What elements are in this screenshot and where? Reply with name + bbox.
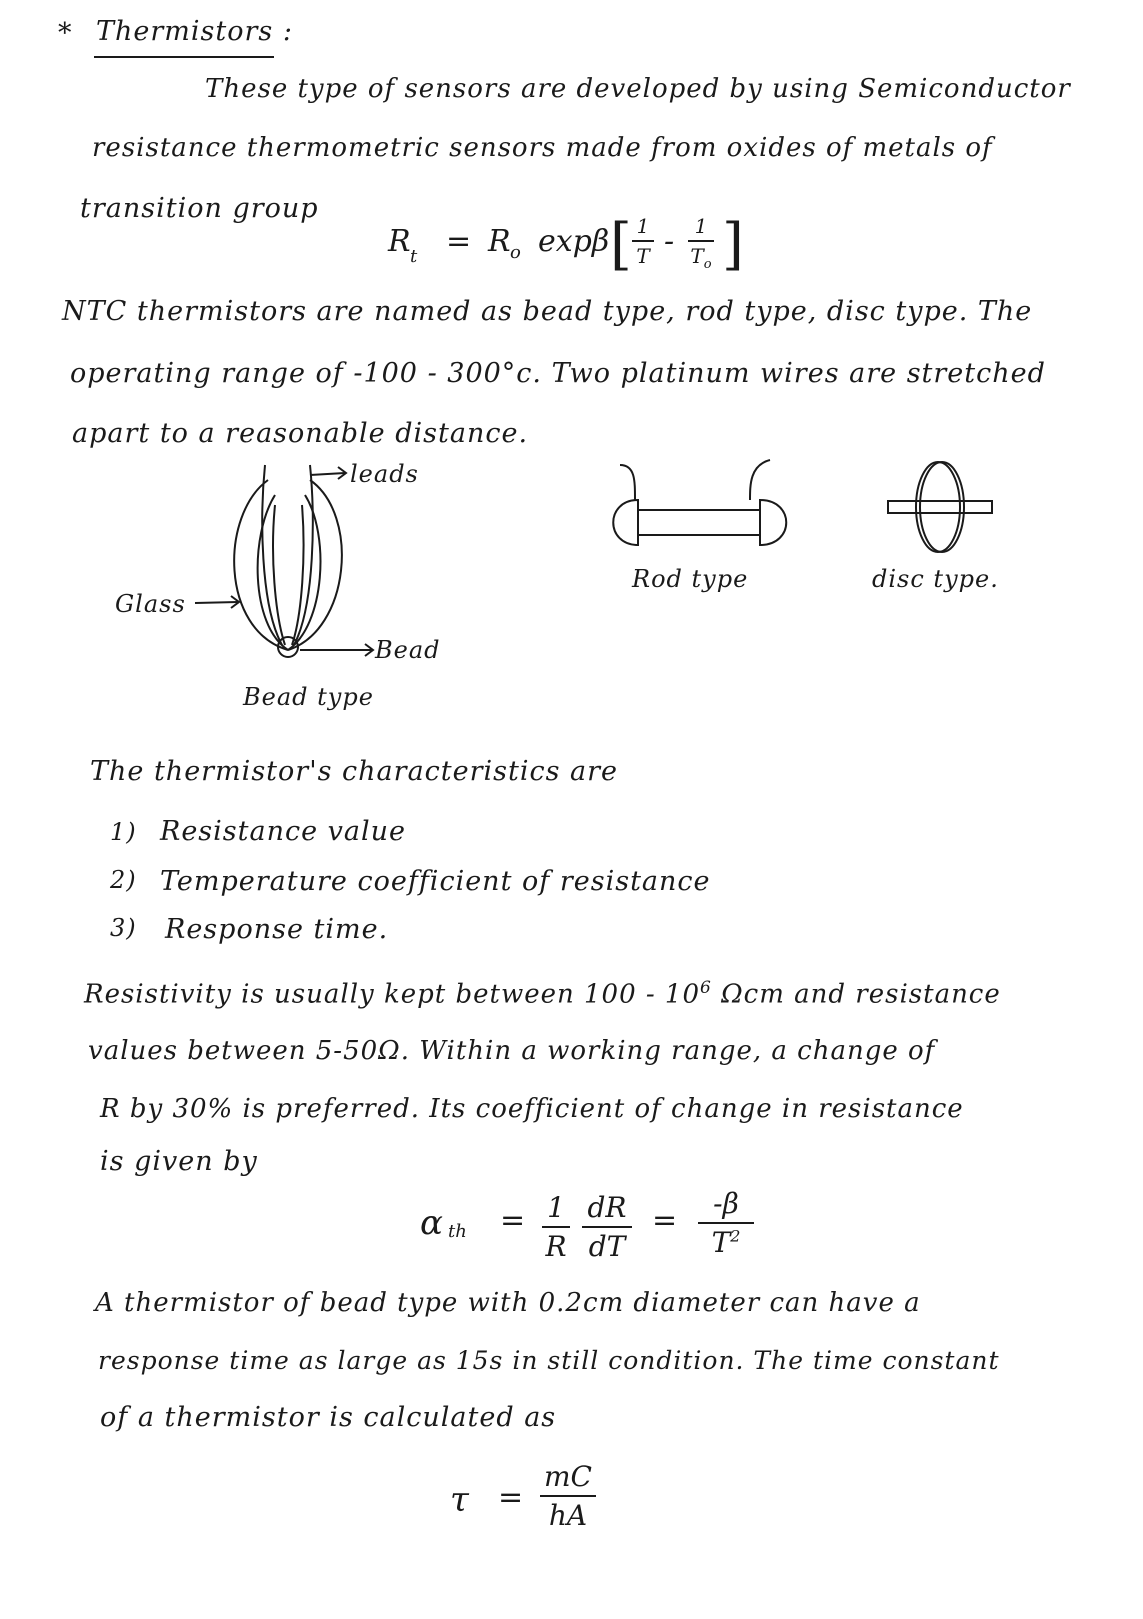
eq1-frac-1-den: T <box>636 244 650 268</box>
disc-diagram <box>880 455 1000 565</box>
label-bead-type: Bead type <box>243 683 374 711</box>
eq3-frac <box>540 1460 596 1532</box>
eq2-frac-drdt-den: dT <box>588 1230 626 1263</box>
bead-glass-outer <box>234 480 342 650</box>
page-title: Thermistors : <box>96 16 293 47</box>
eq2-alpha: α <box>420 1203 443 1243</box>
rod-lead-right <box>750 460 770 500</box>
eq3-frac-num: mC <box>544 1460 592 1493</box>
eq2-equals-1: = <box>500 1203 526 1238</box>
eq1-exp: expβ <box>538 224 610 259</box>
intro-line-3: transition group <box>80 193 319 224</box>
eq2-frac-beta-den: $T^2$ <box>711 1226 741 1259</box>
eq1-lhs: R <box>388 224 411 259</box>
resistivity-line-4: is given by <box>100 1146 258 1177</box>
eq2-alpha-sub: th <box>448 1221 467 1242</box>
eq1-r0: R <box>488 224 511 259</box>
list-num-3: 3) <box>110 914 137 942</box>
equation-time-constant <box>450 1460 610 1540</box>
label-rod-type: Rod type <box>632 565 749 593</box>
intro-line-2: resistance thermometric sensors made from oxides of metals of <box>92 133 993 163</box>
eq2-frac-inv-r-num: 1 <box>547 1191 565 1224</box>
eq1-bracket-left: [ <box>610 212 632 277</box>
eq1-equals: = <box>446 224 472 259</box>
resistivity-line-2: values between 5-50Ω. Within a working range, a change of <box>88 1036 936 1066</box>
eq2-frac-beta-num: -β <box>713 1187 739 1220</box>
characteristics-intro: The thermistor's characteristics are <box>90 756 619 787</box>
rod-diagram <box>600 455 800 565</box>
eq1-frac-2 <box>688 214 714 272</box>
equation-alpha <box>420 1185 780 1265</box>
eq1-r0-sub: o <box>510 242 521 263</box>
response-line-1: A thermistor of bead type with 0.2cm diameter can have a <box>95 1288 921 1318</box>
eq3-tau: τ <box>450 1480 469 1520</box>
rod-end-left <box>613 500 638 545</box>
label-glass: Glass <box>115 590 186 618</box>
response-line-3: of a thermistor is calculated as <box>100 1402 557 1433</box>
eq1-minus: - <box>664 224 675 259</box>
ntc-line-1: NTC thermistors are named as bead type, rod type, disc type. The <box>62 296 1033 327</box>
resistivity-line-3: R by 30% is preferred. Its coefficient of change in resistance <box>100 1094 964 1124</box>
resistivity-line-1: Resistivity is usually kept between $100 - 10^6$ Ωcm and resistance <box>84 978 1001 1010</box>
eq1-frac-2-num: 1 <box>694 214 708 238</box>
ntc-line-2: operating range of -100 - 300°c. Two platinum wires are stretched <box>70 358 1046 389</box>
rod-end-right <box>760 500 786 545</box>
eq2-frac-inv-r <box>542 1191 570 1263</box>
disc-body <box>916 462 960 552</box>
eq3-equals: = <box>498 1480 524 1515</box>
eq1-bracket-right: ] <box>722 212 744 277</box>
bullet-star: * <box>58 18 73 49</box>
bead-lead-right <box>292 465 313 645</box>
equation-resistance <box>388 212 748 277</box>
label-disc-type: disc type. <box>872 565 999 593</box>
eq2-frac-inv-r-den: R <box>545 1230 567 1263</box>
list-num-1: 1) <box>110 818 137 846</box>
list-item-3: Response time. <box>165 914 389 945</box>
eq2-frac-beta <box>698 1187 754 1259</box>
response-line-2: response time as large as 15s in still condition. The time constant <box>98 1346 1000 1375</box>
eq2-frac-drdt <box>582 1191 632 1263</box>
disc-lead <box>888 501 992 513</box>
eq1-frac-1 <box>632 214 654 268</box>
eq2-frac-drdt-num: dR <box>587 1191 627 1224</box>
title-underline <box>94 56 274 58</box>
eq1-lhs-sub: t <box>410 246 418 267</box>
ntc-line-3: apart to a reasonable distance. <box>72 418 529 449</box>
bead-diagram <box>110 455 450 715</box>
leads-arrow <box>310 473 345 475</box>
intro-line-1: These type of sensors are developed by using Semiconductor <box>205 74 1071 104</box>
eq1-frac-1-num: 1 <box>636 214 650 238</box>
label-bead: Bead <box>375 636 441 664</box>
list-num-2: 2) <box>110 866 137 894</box>
eq2-equals-2: = <box>652 1203 678 1238</box>
eq1-frac-2-den: $T_o$ <box>690 244 712 272</box>
list-item-1: Resistance value <box>160 816 407 847</box>
rod-lead-left <box>620 465 635 500</box>
label-leads: leads <box>350 460 419 488</box>
glass-arrow <box>195 602 238 603</box>
list-item-2: Temperature coefficient of resistance <box>160 866 711 897</box>
eq3-frac-den: hA <box>548 1499 588 1532</box>
